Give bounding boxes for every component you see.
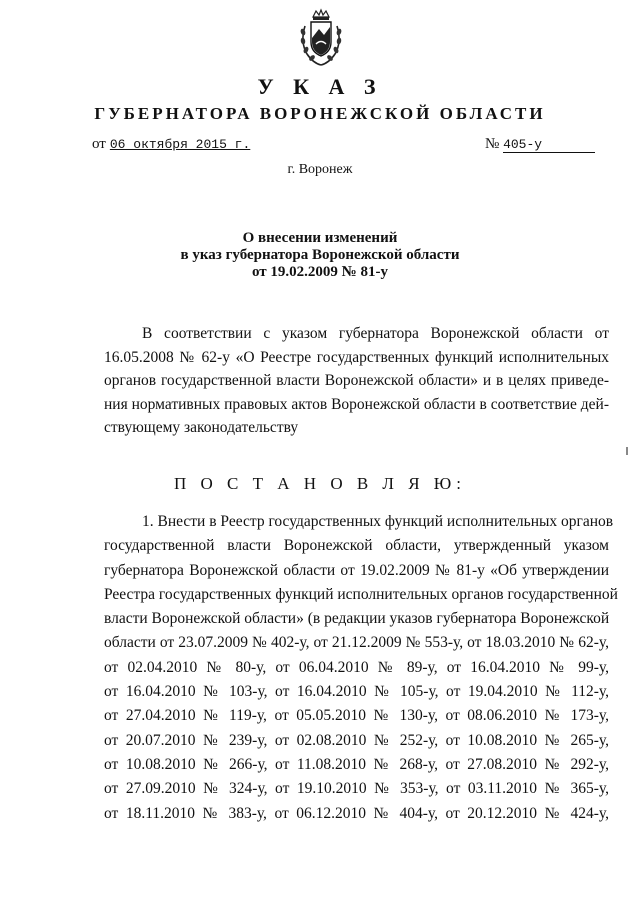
date-value: 06 октября 2015 г. <box>109 137 251 152</box>
decree-date <box>92 136 250 153</box>
coat-of-arms-icon <box>297 8 345 68</box>
city-line: г. Воронеж <box>287 162 353 177</box>
paragraph-line: от 18.11.2010 № 383-у, от 06.12.2010 № 404-у, от 20.12.2010 № 424-у, <box>104 804 609 822</box>
margin-mark <box>626 447 628 455</box>
paragraph-line: области от 23.07.2009 № 402-у, от 21.12.2009 № 553-у, от 18.03.2010 № 62-у, <box>104 634 609 652</box>
decree-heading: П О С Т А Н О В Л Я Ю: <box>173 474 466 493</box>
decree-number <box>485 136 613 153</box>
subject-line: от 19.02.2009 № 81-у <box>252 264 388 280</box>
paragraph-line: органов государственной власти Воронежской области» и в целях приведе- <box>104 372 609 389</box>
paragraph-line: В соответствии с указом губернатора Воронежской области от <box>142 325 609 342</box>
paragraph-line: от 16.04.2010 № 103-у, от 16.04.2010 № 105-у, от 19.04.2010 № 112-у, <box>104 683 609 701</box>
preamble-paragraph <box>104 322 609 440</box>
paragraph-line: Реестра государственных функций исполнительных органов государственной <box>104 585 618 603</box>
paragraph-line: от 10.08.2010 № 266-у, от 11.08.2010 № 268-у, от 27.08.2010 № 292-у, <box>104 755 609 773</box>
paragraph-line: от 27.09.2010 № 324-у, от 19.10.2010 № 353-у, от 03.11.2010 № 365-у, <box>104 780 609 798</box>
subject-line: в указ губернатора Воронежской области <box>180 247 460 263</box>
paragraph-line: от 02.04.2010 № 80-у, от 06.04.2010 № 89-у, от 16.04.2010 № 99-у, <box>104 658 609 676</box>
item-1-paragraph <box>104 510 618 826</box>
paragraph-line: губернатора Воронежской области от 19.02.2009 № 81-у «Об утверждении <box>104 561 609 579</box>
paragraph-line: государственной власти Воронежской области, утвержденный указом <box>104 537 609 555</box>
paragraph-line: 16.05.2008 № 62-у «О Реестре государственных функций исполнительных <box>104 348 609 366</box>
document-subtitle: ГУБЕРНАТОРА ВОРОНЕЖСКОЙ ОБЛАСТИ <box>94 104 546 123</box>
paragraph-line: от 27.04.2010 № 119-у, от 05.05.2010 № 130-у, от 08.06.2010 № 173-у, <box>104 707 609 725</box>
date-prefix: от <box>92 136 106 152</box>
subject-line: О внесении изменений <box>242 230 398 246</box>
number-value: 405-у <box>503 137 595 153</box>
paragraph-line: власти Воронежской области» (в редакции указов губернатора Воронежской <box>104 610 610 628</box>
document-title: У К А З <box>257 74 383 99</box>
decree-subject <box>0 230 640 281</box>
paragraph-line: ствующему законодательству <box>104 419 299 436</box>
paragraph-line: 1. Внести в Реестр государственных функций исполнительных органов <box>142 513 614 530</box>
paragraph-line: ния нормативных правовых актов Воронежской области в соответствие дей- <box>104 395 609 413</box>
number-prefix: № <box>485 136 500 152</box>
paragraph-line: от 20.07.2010 № 239-у, от 02.08.2010 № 252-у, от 10.08.2010 № 265-у, <box>104 731 609 749</box>
